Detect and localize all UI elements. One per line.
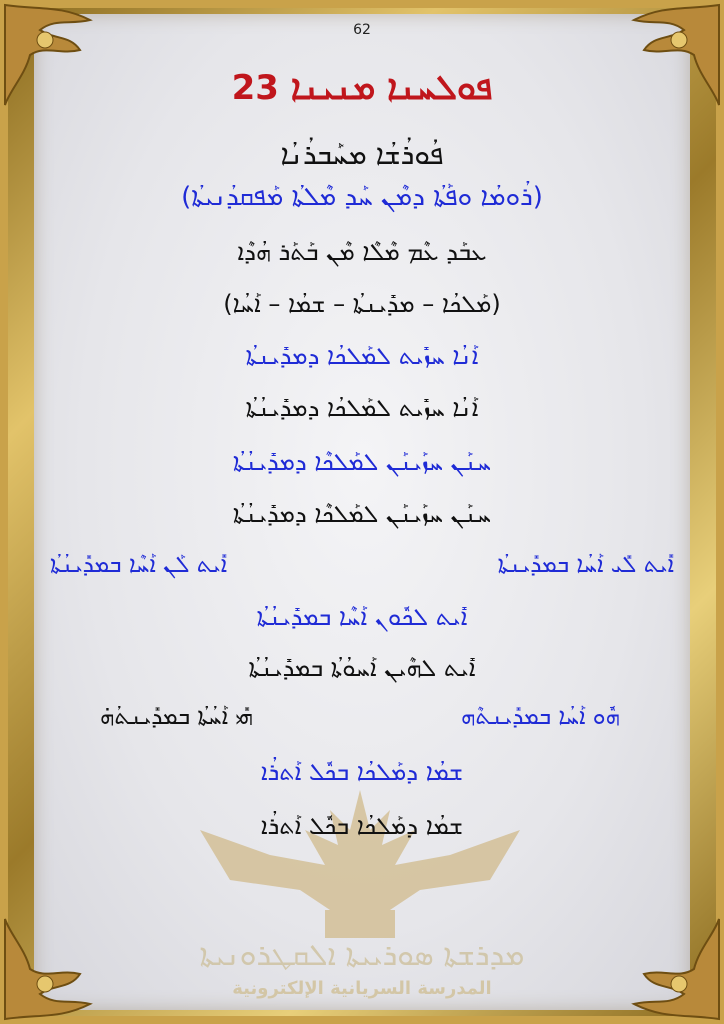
section-heading: ܦܳܘܪܳܫܳܐ ܡܚܰܒܪܳܢܳܐ [280, 138, 444, 171]
example-pair [50, 552, 674, 578]
example-line: ܐܺܝܬ ܠܟܽܘܢ ܐܰܚܶܐ ܒܡܕܺܝܢܳܬܳܐ [256, 603, 468, 631]
school-watermark-arabic: المدرسة السريانية الإلكترونية [232, 978, 492, 999]
example-pair [100, 704, 620, 730]
example-line: ܫܡܳܐ ܕܡܰܠܟܳܐ ܒܟܽܠ ܐܰܬܪܳܐ [260, 812, 464, 840]
example-line: ܐܰܢܳܐ ܚܙܺܝܬ ܠܡܰܠܟܳܐ ܕܡܕܺܝܢܬܳܐ [245, 342, 479, 370]
example-line: ܚܢܰܢ ܚܙܰܝܢܰܢ ܠܡܰܠܟܶܐ ܕܡܕܺܝܢܳܬܳܐ [232, 448, 492, 476]
example-line: ܐܰܢܳܐ ܚܙܺܝܬ ܠܡܰܠܟܳܐ ܕܡܕܺܝܢܳܬܳܐ [245, 394, 479, 422]
example-line: ܐܺܝܬ ܠܗܶܝܢ ܐܰܚܘܳܬܳܐ ܒܡܕܺܝܢܳܬܳܐ [248, 654, 476, 682]
instruction-text: ܥܒܰܕ ܥܶܡ ܡܶܠܶܐ ܡܶܢ ܒܰܬܰܪ ܗܳܕܶܐ [237, 238, 487, 266]
section-subheading: (ܪܳܘܡܳܐ ܘܦܰܬܳܐ ܕܡܶܢ ܚܰܕ ܡܶܠܬܳܐ ܡܰܦܩܕܳܢܝܬܳܐ) [181, 182, 543, 212]
emblem-watermark-icon [190, 770, 530, 940]
example-phrase: ܗܽܘ ܐܰܚܳܐ ܒܡܕܺܝܢܬܶܗ [461, 704, 620, 730]
example-line: ܫܡܳܐ ܕܡܰܠܟܳܐ ܒܟܽܠ ܐܰܬܪܳܐ [260, 758, 464, 786]
word-list: (ܡܰܠܟܳܐ – ܡܕܺܝܢܬܳܐ – ܫܡܳܐ – ܐܰܚܳܐ) [223, 290, 501, 318]
school-watermark-syriac: ܡܕܪܫܬܐ ܣܘܪܝܝܬܐ ܐܠܩܛܪܘܢܝܬܐ [199, 938, 525, 973]
example-phrase: ܗܺܝ ܐܰܚܳܬܳܐ ܒܡܕܺܝܢܬܳܗ̇ [100, 704, 253, 730]
example-phrase: ܐܺܝܬ ܠܺܝ ܐܰܚܳܐ ܒܡܕܺܝܢܬܳܐ [497, 552, 674, 578]
example-line: ܚܢܰܢ ܚܙܰܝܢܰܢ ܠܡܰܠܟܶܐ ܕܡܕܺܝܢܳܬܳܐ [232, 500, 492, 528]
page-title: ܦܘܠܚܢܐ ܡܢܝܢܐ 23 [231, 68, 493, 108]
example-phrase: ܐܺܝܬ ܠܰܢ ܐܰܚܶܐ ܒܡܕܺܝܢܳܬܳܐ [50, 552, 228, 578]
page-number: 62 [353, 22, 371, 38]
